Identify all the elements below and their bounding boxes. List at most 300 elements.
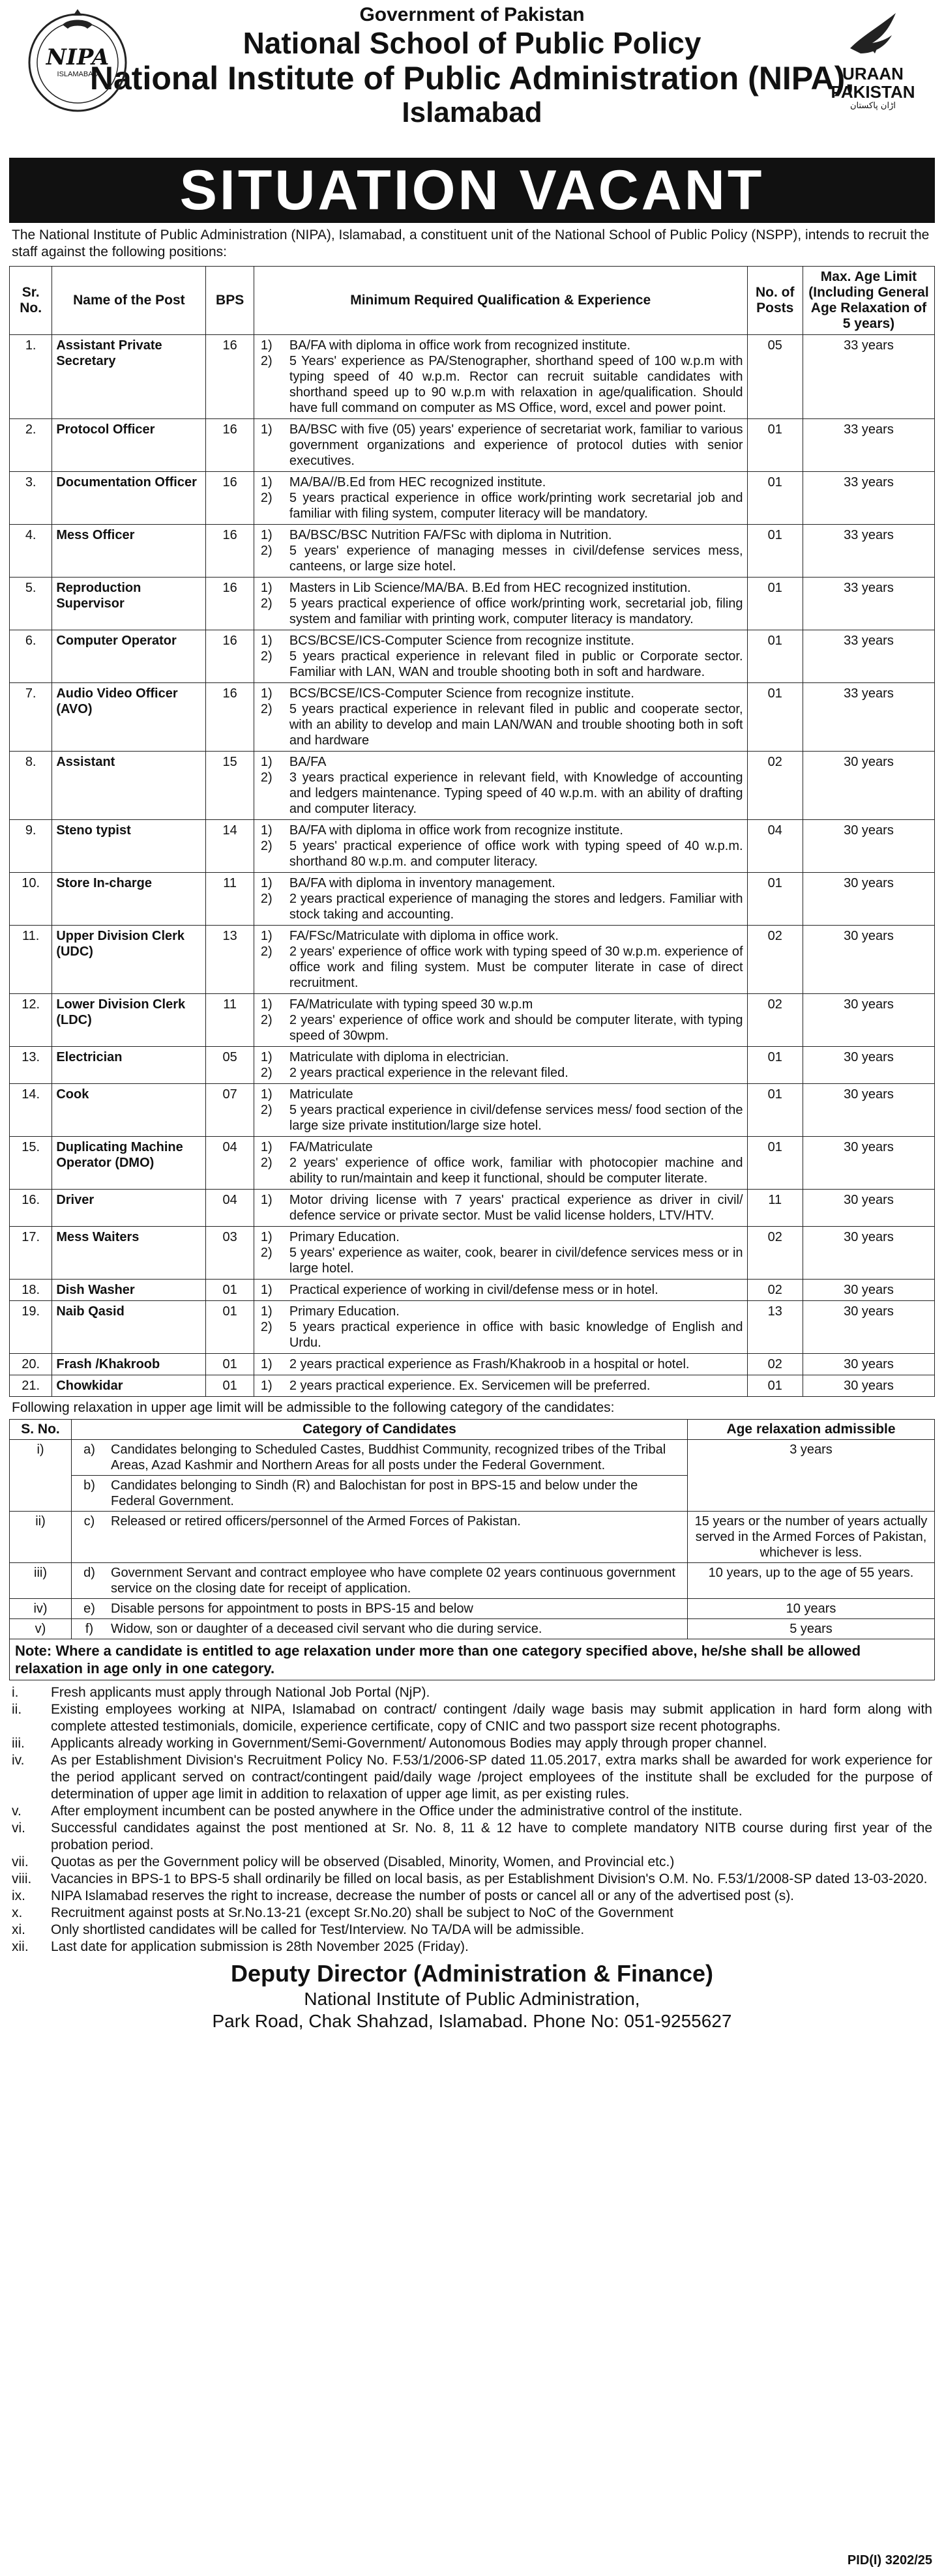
row-post-name: Reproduction Supervisor — [52, 578, 206, 630]
row-bps: 15 — [206, 752, 254, 820]
relaxation-sno: i) — [10, 1440, 72, 1512]
instruction-text: Vacancies in BPS-1 to BPS-5 shall ordinarily be filled on local basis, as per Establishment Division's O.M. No. F.53/1/2008-SP dated 13-03-2020. — [51, 1871, 928, 1886]
qualification-text: FA/FSc/Matriculate with diploma in office work. — [289, 929, 559, 943]
qualification-text: BCS/BCSE/ICS-Computer Science from recognize institute. — [289, 634, 634, 648]
qualification-text: 2 years practical experience as Frash/Khakroob in a hospital or hotel. — [289, 1357, 690, 1371]
qualification-text: 2 years' experience of office work with typing speed of 30 w.p.m. experience of office work and filing system. Must be computer literate in case of direct recruitment. — [289, 944, 743, 990]
relaxation-sno: iii) — [10, 1563, 72, 1599]
row-qualification — [254, 472, 747, 525]
row-qualification — [254, 873, 747, 926]
qualification-text: Practical experience of working in civil/defense mess or in hotel. — [289, 1283, 658, 1297]
qualification-item — [258, 944, 743, 991]
relaxation-row — [10, 1619, 935, 1639]
row-post-name: Naib Qasid — [52, 1301, 206, 1354]
qualification-number: 2) — [260, 839, 273, 853]
qualification-number: 1) — [260, 634, 273, 648]
qualification-item — [258, 1139, 743, 1155]
qualification-number: 1) — [260, 1304, 273, 1319]
row-posts: 01 — [747, 1047, 803, 1084]
row-sr: 6. — [10, 630, 52, 683]
table-row — [10, 683, 935, 752]
nipa-logo — [22, 5, 133, 116]
qualification-item — [258, 838, 743, 870]
qualification-number: 1) — [260, 1283, 273, 1297]
instruction-number: i. — [12, 1685, 19, 1700]
qualification-number: 2) — [260, 1246, 273, 1260]
qualification-number: 1) — [260, 686, 273, 701]
row-age: 30 years — [803, 1137, 934, 1190]
row-age: 33 years — [803, 472, 934, 525]
uraan-urdu: اڑان پاکستان — [850, 101, 896, 111]
row-qualification — [254, 1047, 747, 1084]
instruction-item — [12, 1684, 932, 1701]
instruction-text: Last date for application submission is 28th November 2025 (Friday). — [51, 1939, 469, 1954]
logo-subtext: ISLAMABAD — [57, 70, 98, 78]
row-qualification — [254, 683, 747, 752]
row-post-name: Lower Division Clerk (LDC) — [52, 994, 206, 1047]
row-age: 30 years — [803, 1301, 934, 1354]
row-bps: 07 — [206, 1084, 254, 1137]
qualification-number: 2) — [260, 1066, 273, 1080]
instruction-number: ix. — [12, 1888, 25, 1903]
row-sr: 16. — [10, 1190, 52, 1227]
relaxation-sno: iv) — [10, 1599, 72, 1619]
qualification-text: FA/Matriculate — [289, 1140, 373, 1154]
instruction-item — [12, 1939, 932, 1955]
nipa-title: National Institute of Public Administration (NIPA), — [89, 60, 855, 96]
row-posts: 01 — [747, 525, 803, 578]
instruction-number: viii. — [12, 1871, 32, 1886]
row-sr: 4. — [10, 525, 52, 578]
row-age: 30 years — [803, 1190, 934, 1227]
qualification-text: MA/BA//B.Ed from HEC recognized institute. — [289, 475, 546, 490]
relaxation-table-header — [10, 1420, 935, 1440]
header-age: Max. Age Limit (Including General Age Relaxation of 5 years) — [803, 267, 934, 335]
row-sr: 19. — [10, 1301, 52, 1354]
row-sr: 1. — [10, 335, 52, 419]
row-posts: 01 — [747, 1375, 803, 1397]
row-bps: 04 — [206, 1190, 254, 1227]
row-post-name: Assistant — [52, 752, 206, 820]
footer-line2: Park Road, Chak Shahzad, Islamabad. Phone No: 051-9255627 — [212, 2011, 732, 2031]
relaxation-age: 15 years or the number of years actually served in the Armed Forces of Pakistan, whichever is less. — [688, 1512, 935, 1563]
table-row — [10, 873, 935, 926]
qualification-item — [258, 891, 743, 922]
row-qualification — [254, 419, 747, 472]
posts-table-header — [10, 267, 935, 335]
qualification-item — [258, 353, 743, 416]
qualification-item — [258, 527, 743, 543]
row-post-name: Driver — [52, 1190, 206, 1227]
qualification-text: Matriculate with diploma in electrician. — [289, 1050, 509, 1064]
qualification-text: BA/FA with diploma in office work from recognized institute. — [289, 338, 631, 353]
city-title: Islamabad — [402, 96, 542, 128]
table-row — [10, 752, 935, 820]
qualification-text: 5 years practical experience of office work/printing work, secretarial job, filing system and familiar with printing work, computer literacy is mandatory. — [289, 596, 743, 626]
qualification-item — [258, 1065, 743, 1081]
qualification-text: 2 years practical experience in the relevant filed. — [289, 1066, 568, 1080]
table-row — [10, 1280, 935, 1301]
row-post-name: Documentation Officer — [52, 472, 206, 525]
row-age: 33 years — [803, 419, 934, 472]
qualification-number: 2) — [260, 1103, 273, 1117]
qualification-number: 2) — [260, 596, 273, 611]
relaxation-category: Released or retired officers/personnel of the Armed Forces of Pakistan. — [107, 1512, 688, 1563]
qualification-text: 2 years practical experience. Ex. Servicemen will be preferred. — [289, 1379, 651, 1393]
footer-line1: National Institute of Public Administration, — [304, 1989, 640, 2009]
instruction-item — [12, 1871, 932, 1888]
row-qualification — [254, 1084, 747, 1137]
row-qualification — [254, 1190, 747, 1227]
row-bps: 05 — [206, 1047, 254, 1084]
header-posts: No. of Posts — [747, 267, 803, 335]
instruction-text: Recruitment against posts at Sr.No.13-21 (except Sr.No.20) shall be subject to NoC of the Government — [51, 1905, 673, 1920]
qualification-number: 1) — [260, 1140, 273, 1154]
relaxation-letter: c) — [72, 1512, 108, 1563]
uraan-pakistan-logo — [824, 9, 922, 120]
row-posts: 02 — [747, 926, 803, 994]
row-qualification — [254, 1375, 747, 1397]
row-bps: 16 — [206, 630, 254, 683]
row-qualification — [254, 525, 747, 578]
row-post-name: Frash /Khakroob — [52, 1354, 206, 1375]
qualification-text: 5 years practical experience in office work/printing work secretarial job and familiar with filing system, computer literacy will be mandatory. — [289, 491, 743, 521]
row-posts: 02 — [747, 994, 803, 1047]
qualification-item — [258, 475, 743, 490]
relaxation-letter: a) — [72, 1440, 108, 1476]
table-row — [10, 472, 935, 525]
qualification-item — [258, 649, 743, 680]
qualification-item — [258, 928, 743, 944]
qualification-item — [258, 1319, 743, 1351]
row-post-name: Assistant Private Secretary — [52, 335, 206, 419]
relaxation-sno: v) — [10, 1619, 72, 1639]
row-post-name: Steno typist — [52, 820, 206, 873]
qualification-text: BCS/BCSE/ICS-Computer Science from recognize institute. — [289, 686, 634, 701]
row-bps: 13 — [206, 926, 254, 994]
row-age: 30 years — [803, 820, 934, 873]
intro-text: The National Institute of Public Administration (NIPA), Islamabad, a constituent unit of the National School of Public Policy (NSPP), intends to recruit the staff against the following positions: — [12, 227, 930, 259]
row-qualification — [254, 820, 747, 873]
situation-vacant-banner: SITUATION VACANT — [9, 158, 935, 223]
relaxation-category: Candidates belonging to Sindh (R) and Balochistan for post in BPS-15 and below under the Federal Government. — [107, 1476, 688, 1512]
table-row — [10, 1375, 935, 1397]
qualification-item — [258, 1245, 743, 1276]
qualification-number: 1) — [260, 1379, 273, 1393]
row-sr: 5. — [10, 578, 52, 630]
instruction-text: As per Establishment Division's Recruitment Policy No. F.53/1/2006-SP dated 11.05.2017, extra marks shall be awarded for work experience for the period applicant served on contract/contingent paid/daily wage /project employees of the institute shall be excluded for the purpose of determination of upper age limit in addition to relaxation of upper age limit, as per existing rules. — [51, 1753, 932, 1802]
qualification-number: 1) — [260, 997, 273, 1012]
qualification-number: 1) — [260, 422, 273, 437]
logo-text: NIPA — [46, 44, 110, 70]
qualification-number: 1) — [260, 581, 273, 595]
footer-title: Deputy Director (Administration & Finance) — [230, 1960, 714, 1987]
table-row — [10, 1227, 935, 1280]
relaxation-sno: ii) — [10, 1512, 72, 1563]
instruction-item — [12, 1803, 932, 1820]
qualification-number: 2) — [260, 892, 273, 906]
table-row — [10, 820, 935, 873]
qualification-item — [258, 1229, 743, 1245]
relax-header-sno: S. No. — [10, 1420, 72, 1440]
row-post-name: Protocol Officer — [52, 419, 206, 472]
qualification-text: BA/FA with diploma in office work from recognize institute. — [289, 823, 623, 838]
row-bps: 16 — [206, 419, 254, 472]
row-qualification — [254, 1227, 747, 1280]
qualification-number: 1) — [260, 475, 273, 490]
header-qualification: Minimum Required Qualification & Experience — [254, 267, 747, 335]
row-post-name: Upper Division Clerk (UDC) — [52, 926, 206, 994]
qualification-number: 2) — [260, 770, 273, 785]
qualification-item — [258, 1378, 743, 1394]
row-age: 33 years — [803, 335, 934, 419]
instruction-text: Quotas as per the Government policy will be observed (Disabled, Minority, Women, and Provincial etc.) — [51, 1854, 675, 1869]
row-bps: 01 — [206, 1354, 254, 1375]
row-post-name: Store In-charge — [52, 873, 206, 926]
header — [9, 0, 935, 158]
row-age: 30 years — [803, 1047, 934, 1084]
qualification-number: 1) — [260, 1193, 273, 1207]
relaxation-row — [10, 1563, 935, 1599]
instruction-number: v. — [12, 1804, 22, 1819]
row-post-name: Chowkidar — [52, 1375, 206, 1397]
qualification-item — [258, 1282, 743, 1298]
qualification-item — [258, 422, 743, 469]
table-row — [10, 1084, 935, 1137]
row-posts: 05 — [747, 335, 803, 419]
instruction-text: Existing employees working at NIPA, Islamabad on contract/ contingent /daily wage basis may submit application in hard form along with complete attested testimonials, domicile, experience certificate, copy of CNIC and two passport size recent photographs. — [51, 1702, 932, 1734]
table-row — [10, 1137, 935, 1190]
row-sr: 18. — [10, 1280, 52, 1301]
row-sr: 21. — [10, 1375, 52, 1397]
row-sr: 9. — [10, 820, 52, 873]
qualification-number: 2) — [260, 944, 273, 959]
qualification-text: FA/Matriculate with typing speed 30 w.p.m — [289, 997, 533, 1012]
qualification-text: 5 Years' experience as PA/Stenographer, shorthand speed of 100 w.p.m with typing speed of 40 w.p.m. Rector can recruit suitable candidates with shorthand speed up to 90 w.p.m with relaxation in age/qualification. Should have full command on computer as MS Office, word, excel and power point. — [289, 354, 743, 415]
instruction-item — [12, 1905, 932, 1922]
qualification-number: 2) — [260, 1156, 273, 1170]
row-posts: 02 — [747, 1354, 803, 1375]
table-row — [10, 926, 935, 994]
instruction-item — [12, 1701, 932, 1735]
qualification-number: 2) — [260, 649, 273, 664]
qualification-text: BA/FA — [289, 755, 327, 769]
row-qualification — [254, 578, 747, 630]
row-post-name: Cook — [52, 1084, 206, 1137]
uraan-line2: PAKISTAN — [831, 82, 915, 102]
instruction-text: NIPA Islamabad reserves the right to increase, decrease the number of posts or cancel all or any of the advertised post (s). — [51, 1888, 795, 1903]
qualification-number: 1) — [260, 1357, 273, 1371]
qualification-item — [258, 1155, 743, 1186]
row-sr: 2. — [10, 419, 52, 472]
qualification-number: 1) — [260, 755, 273, 769]
row-posts: 11 — [747, 1190, 803, 1227]
row-bps: 01 — [206, 1280, 254, 1301]
posts-table-body — [10, 335, 935, 1397]
row-qualification — [254, 1137, 747, 1190]
qualification-item — [258, 1102, 743, 1134]
instruction-number: iii. — [12, 1736, 25, 1751]
instruction-item — [12, 1820, 932, 1854]
row-bps: 01 — [206, 1375, 254, 1397]
row-age: 30 years — [803, 873, 934, 926]
row-posts: 01 — [747, 683, 803, 752]
instruction-number: x. — [12, 1905, 23, 1920]
table-row — [10, 1354, 935, 1375]
row-age: 30 years — [803, 1084, 934, 1137]
relaxation-category: Government Servant and contract employee who have complete 02 years continuous government service on the closing date for receipt of application. — [107, 1563, 688, 1599]
row-post-name: Audio Video Officer (AVO) — [52, 683, 206, 752]
table-row — [10, 1047, 935, 1084]
row-sr: 7. — [10, 683, 52, 752]
eagle-icon — [844, 9, 902, 61]
row-sr: 10. — [10, 873, 52, 926]
row-bps: 14 — [206, 820, 254, 873]
row-sr: 8. — [10, 752, 52, 820]
row-qualification — [254, 926, 747, 994]
uraan-line1: URAAN — [842, 64, 904, 83]
qualification-text: 2 years practical experience of managing the stores and ledgers. Familiar with stock taking and accounting. — [289, 892, 743, 922]
qualification-number: 2) — [260, 702, 273, 716]
row-qualification — [254, 630, 747, 683]
instruction-number: xi. — [12, 1922, 25, 1937]
qualification-item — [258, 875, 743, 891]
instruction-item — [12, 1922, 932, 1939]
row-age: 30 years — [803, 1227, 934, 1280]
relaxation-table-body — [10, 1440, 935, 1639]
qualification-item — [258, 1192, 743, 1223]
row-bps: 16 — [206, 472, 254, 525]
header-name: Name of the Post — [52, 267, 206, 335]
row-post-name: Computer Operator — [52, 630, 206, 683]
qualification-item — [258, 1049, 743, 1065]
row-age: 33 years — [803, 525, 934, 578]
qualification-text: 2 years' experience of office work and should be computer literate, with typing speed of 30wpm. — [289, 1013, 743, 1043]
row-posts: 01 — [747, 472, 803, 525]
relaxation-row — [10, 1440, 935, 1476]
gov-title: Government of Pakistan — [359, 4, 585, 25]
qualification-text: Motor driving license with 7 years' practical experience as driver in civil/ defence service or private sector. Must be valid license holders, LTV/HTV. — [289, 1193, 743, 1223]
row-qualification — [254, 335, 747, 419]
qualification-number: 1) — [260, 1050, 273, 1064]
row-posts: 02 — [747, 1227, 803, 1280]
qualification-text: 5 years' practical experience of office work with typing speed of 40 w.p.m. shorthand 80 w.p.m. and computer literacy. — [289, 839, 743, 869]
qualification-number: 1) — [260, 823, 273, 838]
qualification-text: Primary Education. — [289, 1304, 400, 1319]
qualification-number: 2) — [260, 354, 273, 368]
relaxation-category: Candidates belonging to Scheduled Castes, Buddhist Community, recognized tribes of the Tribal Areas, Azad Kashmir and Northern Areas for all posts under the Federal Government. — [107, 1440, 688, 1476]
qualification-text: 5 years practical experience in relevant filed in public or Corporate sector. Familiar with LAN, WAN and trouble shooting both in soft and hardware. — [289, 649, 743, 679]
row-sr: 13. — [10, 1047, 52, 1084]
relaxation-table — [9, 1419, 935, 1639]
instruction-item — [12, 1854, 932, 1871]
row-bps: 16 — [206, 335, 254, 419]
qualification-number: 1) — [260, 876, 273, 890]
qualification-text: 5 years practical experience in office with basic knowledge of English and Urdu. — [289, 1320, 743, 1350]
instruction-item — [12, 1735, 932, 1752]
relaxation-row — [10, 1512, 935, 1563]
qualification-text: Matriculate — [289, 1087, 353, 1102]
row-posts: 02 — [747, 1280, 803, 1301]
row-age: 33 years — [803, 578, 934, 630]
relaxation-letter: f) — [72, 1619, 108, 1639]
row-bps: 11 — [206, 994, 254, 1047]
row-post-name: Mess Officer — [52, 525, 206, 578]
qualification-number: 2) — [260, 544, 273, 558]
row-age: 30 years — [803, 1280, 934, 1301]
table-row — [10, 419, 935, 472]
qualification-item — [258, 754, 743, 770]
table-row — [10, 630, 935, 683]
qualification-item — [258, 701, 743, 748]
table-row — [10, 578, 935, 630]
relaxation-category: Disable persons for appointment to posts in BPS-15 and below — [107, 1599, 688, 1619]
instruction-number: iv. — [12, 1753, 25, 1768]
instruction-text: Applicants already working in Government/Semi-Government/ Autonomous Bodies may apply through proper channel. — [51, 1736, 767, 1751]
row-posts: 02 — [747, 752, 803, 820]
qualification-text: BA/BSC with five (05) years' experience of secretariat work, familiar to various government organizations and experience of protocol duties with senior executives. — [289, 422, 743, 468]
table-row — [10, 1301, 935, 1354]
instruction-text: Successful candidates against the post mentioned at Sr. No. 8, 11 & 12 have to complete mandatory NITB course during first year of the probation period. — [51, 1821, 932, 1852]
nspp-title: National School of Public Policy — [243, 26, 701, 60]
relax-header-category: Category of Candidates — [72, 1420, 688, 1440]
relaxation-category: Widow, son or daughter of a deceased civil servant who die during service. — [107, 1619, 688, 1639]
row-qualification — [254, 1280, 747, 1301]
relaxation-age: 5 years — [688, 1619, 935, 1639]
relaxation-age: 10 years, up to the age of 55 years. — [688, 1563, 935, 1599]
row-age: 33 years — [803, 630, 934, 683]
qualification-number: 2) — [260, 1013, 273, 1027]
qualification-item — [258, 1087, 743, 1102]
qualification-text: Masters in Lib Science/MA/BA. B.Ed from HEC recognized institution. — [289, 581, 691, 595]
qualification-item — [258, 338, 743, 353]
instructions-list — [12, 1684, 932, 1955]
qualification-number: 2) — [260, 491, 273, 505]
row-bps: 01 — [206, 1301, 254, 1354]
row-posts: 01 — [747, 873, 803, 926]
row-sr: 3. — [10, 472, 52, 525]
posts-table — [9, 266, 935, 1397]
instruction-text: Fresh applicants must apply through National Job Portal (NjP). — [51, 1685, 430, 1700]
qualification-text: BA/FA with diploma in inventory management. — [289, 876, 555, 890]
row-age: 30 years — [803, 994, 934, 1047]
row-qualification — [254, 752, 747, 820]
qualification-number: 1) — [260, 1087, 273, 1102]
qualification-number: 1) — [260, 528, 273, 542]
qualification-text: 5 years practical experience in civil/defense services mess/ food section of the large size private institution/large size hotel. — [289, 1103, 743, 1133]
row-bps: 16 — [206, 578, 254, 630]
row-qualification — [254, 1354, 747, 1375]
relaxation-note: Note: Where a candidate is entitled to age relaxation under more than one category specified above, he/she shall be allowed relaxation in age only in one category. — [9, 1639, 935, 1680]
instruction-item — [12, 1888, 932, 1905]
footer — [9, 1959, 935, 2032]
qualification-item — [258, 770, 743, 817]
row-sr: 15. — [10, 1137, 52, 1190]
qualification-item — [258, 1012, 743, 1044]
instruction-number: xii. — [12, 1939, 29, 1954]
relaxation-letter: b) — [72, 1476, 108, 1512]
row-age: 33 years — [803, 683, 934, 752]
row-posts: 13 — [747, 1301, 803, 1354]
row-post-name: Mess Waiters — [52, 1227, 206, 1280]
qualification-text: 2 years' experience of office work, familiar with photocopier machine and ability to run/maintain and keep it functional, should be computer literate. — [289, 1156, 743, 1186]
row-posts: 01 — [747, 419, 803, 472]
relaxation-age: 10 years — [688, 1599, 935, 1619]
row-sr: 17. — [10, 1227, 52, 1280]
qualification-item — [258, 686, 743, 701]
instruction-text: After employment incumbent can be posted anywhere in the Office under the administrative control of the institute. — [51, 1804, 743, 1819]
pid-number: PID(I) 3202/25 — [847, 2553, 932, 2568]
